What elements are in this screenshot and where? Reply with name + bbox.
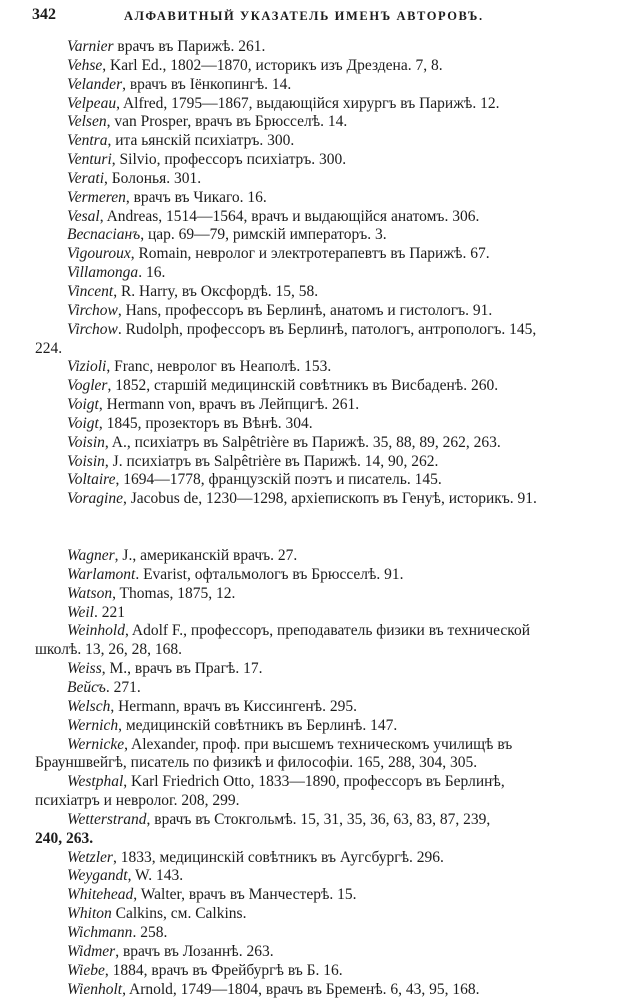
index-entry (0, 736, 620, 755)
author-name: Vermeren (67, 189, 126, 206)
running-title: АЛФАВИТНЫЙ УКАЗАТЕЛЬ ИМЕНЪ АВТОРОВЪ. (124, 9, 484, 24)
entry-details: , Andreas, 1514—1564, врачъ и выдающійся анатомъ. 306. (100, 208, 480, 225)
index-entry (0, 283, 620, 302)
index-entries (0, 38, 620, 999)
author-name: Wienholt (67, 981, 122, 998)
page-header (32, 6, 604, 28)
entry-details: . 16. (138, 264, 165, 281)
entry-details: , ита ьянскій психіатръ. 300. (107, 132, 294, 149)
index-entry (0, 905, 620, 924)
entry-details: , Silvio, профессоръ психіатръ. 300. (112, 151, 346, 168)
entry-details: , 1852, старшій медицинскій совѣтникъ въ Висбаденѣ. 260. (107, 377, 498, 394)
entry-details: , медицинскій совѣтникъ въ Берлинѣ. 147. (118, 717, 397, 734)
entry-details: , Hans, профессоръ въ Берлинѣ, анатомъ и гистологъ. 91. (118, 302, 492, 319)
entry-details: , Romain, невролог и электротерапевтъ въ Парижѣ. 67. (131, 245, 490, 262)
index-entry (0, 566, 620, 585)
index-entry (0, 679, 620, 698)
entry-details: . Rudolph, профессоръ въ Берлинѣ, патологъ, антропологъ. 145, (118, 321, 537, 338)
author-name: Vizioli (67, 358, 106, 375)
author-name: Welsch (67, 698, 110, 715)
entry-details: , Franc, невролог въ Неаполѣ. 153. (106, 358, 331, 375)
index-entry (0, 867, 620, 886)
author-name: Ventra (67, 132, 107, 149)
index-entry (0, 76, 620, 95)
index-entry (0, 471, 620, 490)
index-entry (0, 773, 620, 792)
index-entry (0, 453, 620, 472)
index-entry (0, 396, 620, 415)
group-separator (0, 509, 620, 547)
entry-details: , A., психіатръ въ Salpêtrière въ Парижѣ. 35, 88, 89, 262, 263. (105, 434, 501, 451)
author-name: Wetzler (67, 849, 113, 866)
entry-details: , 1845, прозекторъ въ Вѣнѣ. 304. (99, 415, 313, 432)
index-group-w (0, 547, 620, 999)
author-name: Virchow (67, 321, 118, 338)
index-entry (0, 604, 620, 623)
index-entry (0, 490, 620, 509)
index-entry (0, 245, 620, 264)
author-name: Vincent (67, 283, 113, 300)
author-name: Wernicke (67, 736, 124, 753)
author-name: Вейсъ (67, 679, 106, 696)
index-entry (0, 377, 620, 396)
author-name: Weil (67, 604, 94, 621)
entry-details: , J. психіатръ въ Salpêtrière въ Парижѣ. 14, 90, 262. (105, 453, 438, 470)
author-name: Warlamont (67, 566, 135, 583)
index-entry (0, 622, 620, 641)
author-name: Wiebe (67, 962, 105, 979)
entry-details: , Thomas, 1875, 12. (112, 585, 235, 602)
author-name: Vesal (67, 208, 100, 225)
author-name: Voragine (67, 490, 123, 507)
entry-details: , 1694—1778, французскій поэтъ и писатель. 145. (116, 471, 442, 488)
entry-details: , M., врачъ въ Прагѣ. 17. (102, 660, 263, 677)
entry-details: , Hermann von, врачъ въ Лейпцигѣ. 261. (99, 396, 359, 413)
entry-details: , врачъ въ Лозаннѣ. 263. (115, 943, 273, 960)
entry-details: , Walter, врачъ въ Манчестерѣ. 15. (133, 886, 356, 903)
index-entry (0, 302, 620, 321)
entry-details: . 271. (106, 679, 141, 696)
author-name: Whiton (67, 905, 112, 922)
entry-details: Calkins, см. Calkins. (112, 905, 247, 922)
index-entry-continuation (0, 340, 620, 359)
index-entry (0, 962, 620, 981)
author-name: Westphal (67, 773, 123, 790)
author-name: Wetterstrand (67, 811, 147, 828)
author-name: Virchow (67, 302, 118, 319)
index-entry (0, 264, 620, 283)
index-entry (0, 226, 620, 245)
index-entry (0, 981, 620, 999)
author-name: Velpeau (67, 95, 116, 112)
entry-details: , Hermann, врачъ въ Киссингенѣ. 295. (110, 698, 357, 715)
author-name: Wichmann (67, 924, 132, 941)
index-entry (0, 547, 620, 566)
entry-details: психіатръ и невролог. 208, 299. (35, 792, 240, 809)
author-name: Weiss (67, 660, 102, 677)
entry-details: врачъ въ Парижѣ. 261. (114, 38, 266, 55)
entry-details: , R. Harry, въ Оксфордѣ. 15, 58. (113, 283, 318, 300)
entry-details: , 1833, медицинскій совѣтникъ въ Аугсбургѣ. 296. (113, 849, 444, 866)
index-entry (0, 321, 620, 340)
author-name: Voisin (67, 453, 105, 470)
entry-details: , врачъ въ Стокгольмѣ. 15, 31, 35, 36, 63, 83, 87, 239, (147, 811, 491, 828)
index-group-v (0, 38, 620, 509)
index-entry (0, 698, 620, 717)
index-entry-continuation (0, 830, 620, 849)
entry-details: , Karl Ed., 1802—1870, историкъ изъ Дрездена. 7, 8. (102, 57, 442, 74)
index-entry (0, 189, 620, 208)
entry-details: , Jacobus de, 1230—1298, архіепископъ въ Генуѣ, историкъ. 91. (123, 490, 537, 507)
entry-details: . Evarist, офтальмологъ въ Брюсселѣ. 91. (135, 566, 403, 583)
author-name: Whitehead (67, 886, 133, 903)
author-name: Velander (67, 76, 122, 93)
index-entry (0, 415, 620, 434)
entry-details: 224. (35, 340, 62, 357)
index-entry (0, 886, 620, 905)
index-entry (0, 943, 620, 962)
index-entry (0, 113, 620, 132)
index-entry (0, 660, 620, 679)
entry-details: школѣ. 13, 26, 28, 168. (35, 641, 182, 658)
index-entry (0, 717, 620, 736)
index-entry (0, 585, 620, 604)
entry-details: , Alfred, 1795—1867, выдающійся хирургъ въ Парижѣ. 12. (116, 95, 499, 112)
index-entry-continuation (0, 754, 620, 773)
author-name: Velsen (67, 113, 107, 130)
page-number: 342 (32, 6, 56, 24)
entry-details: , van Prosper, врачъ въ Брюсселѣ. 14. (107, 113, 348, 130)
author-name: Verati (67, 170, 104, 187)
index-entry (0, 151, 620, 170)
author-name: Vehse (67, 57, 102, 74)
index-entry (0, 811, 620, 830)
author-name: Voltaire (67, 471, 116, 488)
author-name: Vogler (67, 377, 107, 394)
author-name: Voigt (67, 415, 99, 432)
entry-details: , цар. 69—79, римскій императоръ. 3. (140, 226, 386, 243)
entry-details: , Alexander, проф. при высшемъ техническомъ училищѣ въ (124, 736, 512, 753)
entry-details: . 221 (94, 604, 125, 621)
author-name: Веспасіанъ (67, 226, 140, 243)
entry-details: , врачъ въ Іёнкопингѣ. 14. (122, 76, 291, 93)
index-entry (0, 208, 620, 227)
index-entry (0, 924, 620, 943)
index-entry (0, 132, 620, 151)
entry-details: . 258. (132, 924, 167, 941)
entry-details: , Болонья. 301. (104, 170, 201, 187)
entry-details: , W. 143. (128, 867, 184, 884)
entry-details: , Arnold, 1749—1804, врачъ въ Бременѣ. 6, 43, 95, 168. (122, 981, 479, 998)
index-entry (0, 358, 620, 377)
author-name: Wernich (67, 717, 118, 734)
author-name: Widmer (67, 943, 115, 960)
author-name: Voigt (67, 396, 99, 413)
author-name: Weinhold (67, 622, 125, 639)
author-name: Villamonga (67, 264, 138, 281)
index-entry-continuation (0, 641, 620, 660)
index-entry (0, 57, 620, 76)
entry-details: 240, 263. (35, 830, 93, 847)
index-entry (0, 434, 620, 453)
author-name: Vigouroux (67, 245, 131, 262)
author-name: Watson (67, 585, 112, 602)
entry-details: Брауншвейгѣ, писатель по физикѣ и философіи. 165, 288, 304, 305. (35, 754, 477, 771)
entry-details: , Adolf F., профессоръ, преподаватель физики въ технической (125, 622, 530, 639)
author-name: Varnier (67, 38, 114, 55)
author-name: Weygandt (67, 867, 128, 884)
index-entry (0, 849, 620, 868)
index-entry (0, 38, 620, 57)
entry-details: , Karl Friedrich Otto, 1833—1890, профессоръ въ Берлинѣ, (123, 773, 504, 790)
entry-details: , врачъ въ Чикаго. 16. (126, 189, 267, 206)
author-name: Wagner (67, 547, 115, 564)
author-name: Voisin (67, 434, 105, 451)
index-entry (0, 170, 620, 189)
entry-details: , 1884, врачъ въ Фрейбургѣ въ Б. 16. (105, 962, 343, 979)
index-entry-continuation (0, 792, 620, 811)
index-entry (0, 95, 620, 114)
author-name: Venturi (67, 151, 112, 168)
entry-details: , J., американскій врачъ. 27. (115, 547, 298, 564)
